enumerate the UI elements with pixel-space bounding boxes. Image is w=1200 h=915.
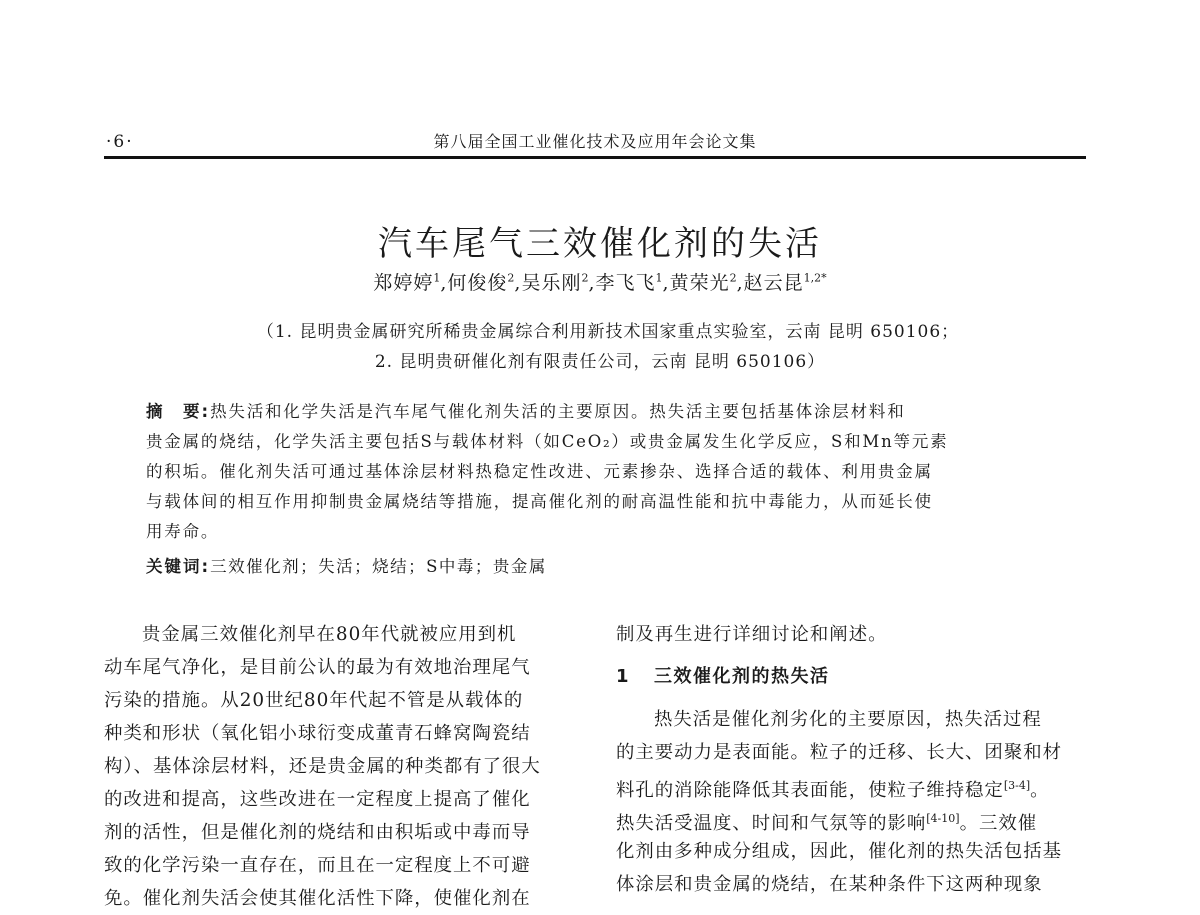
keywords-label: 关键词: [146, 557, 202, 576]
author-name: 赵云昆: [743, 272, 804, 294]
body-line: 致的化学污染一直存在，而且在一定程度上不可避: [104, 855, 531, 876]
body-line: 制及再生进行详细讨论和阐述。: [616, 624, 888, 645]
author-separator: ,: [662, 272, 670, 294]
body-line: 热失活是催化剂劣化的主要原因，热失活过程: [654, 709, 1042, 730]
body-line: 污染的措施。从20世纪80年代起不管是从载体的: [104, 690, 524, 711]
section-title: 三效催化剂的热失活: [654, 666, 830, 687]
body-line: 贵金属三效催化剂早在80年代就被应用到机: [142, 624, 517, 645]
affiliation-line: （1. 昆明贵金属研究所稀贵金属综合利用新技术国家重点实验室，云南 昆明 650106；: [256, 322, 960, 342]
section-heading: [616, 651, 1096, 703]
body-line-text: 料孔的消除能降低其表面能，使粒子维持稳定: [616, 780, 1004, 802]
body-line: 种类和形状（氧化铝小球衍变成董青石蜂窝陶瓷结: [104, 723, 531, 744]
paper-title: 汽车尾气三效催化剂的失活: [378, 224, 822, 264]
abstract-line: 的积垢。催化剂失活可通过基体涂层材料热稳定性改进、元素掺杂、选择合适的载体、利用贵金属: [146, 462, 933, 481]
author-separator: ,: [440, 272, 448, 294]
author-affil-mark: 1: [433, 271, 441, 285]
body-line: [616, 802, 1096, 835]
abstract-label: 摘 要: [146, 402, 202, 421]
abstract-line: 贵金属的烧结，化学失活主要包括S与载体材料（如CeO₂）或贵金属发生化学反应，S和Mn等元素: [146, 432, 949, 451]
body-column-right: [616, 618, 1096, 901]
page-number: ·6·: [106, 132, 134, 152]
author-affil-mark: 1: [655, 271, 663, 285]
body-line: 化剂由多种成分组成，因此，催化剂的热失活包括基: [616, 841, 1062, 862]
author-list: [0, 268, 1200, 295]
body-line: 免。催化剂失活会使其催化活性下降，使催化剂在: [104, 888, 531, 909]
section-number: 1: [616, 666, 631, 687]
abstract-text: 热失活和化学失活是汽车尾气催化剂失活的主要原因。热失活主要包括基体涂层材料和: [210, 402, 906, 421]
body-line: [616, 769, 1096, 802]
author-name: 郑婷婷: [373, 272, 434, 294]
abstract-label-colon: :: [201, 402, 211, 421]
page-header: [104, 124, 1086, 159]
body-line: 的改进和提高，这些改进在一定程度上提高了催化: [104, 789, 531, 810]
author-name: 何俊俊: [447, 272, 508, 294]
author-affil-mark: 2: [507, 271, 515, 285]
author-separator: ,: [588, 272, 596, 294]
citation-ref: [3-4]: [1003, 779, 1031, 792]
body-line: 剂的活性，但是催化剂的烧结和由积垢或中毒而导: [104, 822, 531, 843]
abstract-line: 用寿命。: [146, 522, 220, 541]
author-affil-mark: 1,2*: [803, 271, 827, 285]
author-affil-mark: 2: [581, 271, 589, 285]
affiliation-line: 2. 昆明贵研催化剂有限责任公司，云南 昆明 650106）: [374, 352, 826, 372]
keywords-label-colon: :: [201, 557, 211, 576]
abstract-line: [146, 397, 1046, 427]
body-line-text: 热失活受温度、时间和气氛等的影响: [616, 813, 927, 835]
author-separator: ,: [514, 272, 522, 294]
body-column-left: [104, 618, 584, 915]
author-name: 黄荣光: [669, 272, 730, 294]
keywords-text: 三效催化剂；失活；烧结；S中毒；贵金属: [210, 557, 547, 576]
body-line: 体涂层和贵金属的烧结，在某种条件下这两种现象: [616, 874, 1043, 895]
body-line: 构）、基体涂层材料，还是贵金属的种类都有了很大: [104, 756, 541, 777]
body-line-tail: 。: [1030, 780, 1050, 802]
abstract: [146, 397, 1046, 547]
body-line: 动车尾气净化，是目前公认的最为有效地治理尾气: [104, 657, 531, 678]
body-line: 的主要动力是表面能。粒子的迁移、长大、团聚和材: [616, 742, 1062, 763]
citation-ref: [4-10]: [926, 812, 960, 825]
running-head: 第八届全国工业催化技术及应用年会论文集: [433, 132, 757, 151]
author-name: 吴乐刚: [521, 272, 582, 294]
author-separator: ,: [736, 272, 744, 294]
body-line-tail: 。三效催: [959, 813, 1038, 835]
author-name: 李飞飞: [595, 272, 656, 294]
keywords: [146, 553, 547, 577]
abstract-line: 与载体间的相互作用抑制贵金属烧结等措施，提高催化剂的耐高温性能和抗中毒能力，从而延长使: [146, 492, 933, 511]
author-affil-mark: 2: [729, 271, 737, 285]
